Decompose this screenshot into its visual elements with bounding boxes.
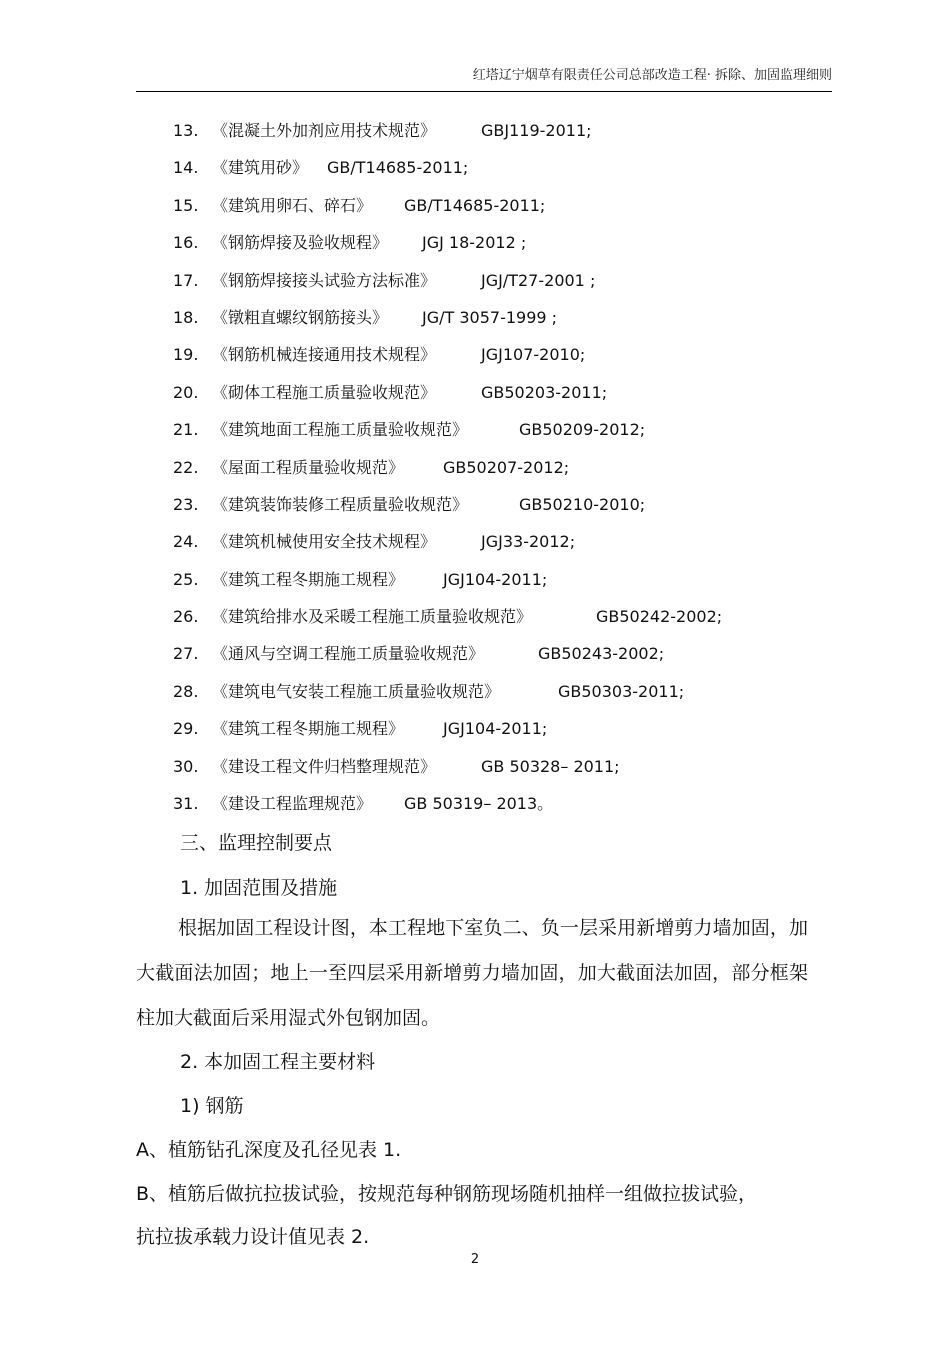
reference-number: 17. bbox=[173, 270, 199, 290]
reference-number: 28. bbox=[173, 681, 199, 701]
reference-number: 13. bbox=[173, 121, 199, 140]
reference-code: GB 50319– 2013。 bbox=[404, 794, 554, 814]
reference-number: 25. bbox=[173, 569, 199, 589]
reference-code: GB50210-2010; bbox=[519, 494, 646, 514]
reference-code: GB50207-2012; bbox=[443, 457, 570, 477]
reference-title: 《建筑工程冬期施工规程》 bbox=[212, 569, 405, 589]
reference-code: GB/T14685-2011; bbox=[404, 195, 546, 215]
reference-item bbox=[0, 486, 950, 523]
section-heading: 三、监理控制要点 bbox=[180, 832, 333, 854]
reference-title: 《建设工程文件归档整理规范》 bbox=[212, 756, 437, 776]
reference-number: 29. bbox=[173, 719, 199, 739]
reference-code: GB50242-2002; bbox=[596, 607, 723, 627]
reference-item bbox=[0, 635, 950, 672]
reference-code: GB 50328– 2011; bbox=[481, 756, 620, 776]
reference-title: 《建筑用卵石、碎石》 bbox=[212, 195, 373, 215]
reference-code: JGJ 18-2012 ; bbox=[422, 233, 527, 253]
reference-item bbox=[0, 598, 950, 635]
reference-number: 19. bbox=[173, 345, 199, 365]
reference-title: 《建筑地面工程施工质量验收规范》 bbox=[212, 420, 469, 440]
reference-title: 《建筑工程冬期施工规程》 bbox=[212, 719, 405, 739]
reference-code: GB50209-2012; bbox=[519, 420, 646, 440]
reference-code: GB50303-2011; bbox=[558, 681, 685, 701]
reference-title: 《镦粗直螺纹钢筋接头》 bbox=[212, 307, 389, 327]
reference-code: JGJ33-2012; bbox=[481, 532, 576, 552]
reference-title: 《建筑机械使用安全技术规程》 bbox=[212, 532, 437, 552]
reference-item bbox=[0, 149, 950, 186]
reference-code: JG/T 3057-1999 ; bbox=[422, 307, 558, 327]
reference-item bbox=[0, 748, 950, 785]
reference-title: 《屋面工程质量验收规范》 bbox=[212, 457, 405, 477]
item-b-line1: B、植筋后做抗拉拔试验，按规范每种钢筋现场随机抽样一组做拉拔试验， bbox=[136, 1183, 758, 1205]
reference-item bbox=[0, 710, 950, 747]
reference-item bbox=[0, 673, 950, 710]
reference-item bbox=[0, 336, 950, 373]
reference-number: 21. bbox=[173, 420, 199, 440]
page-number: 2 bbox=[470, 1252, 480, 1267]
reference-number: 14. bbox=[173, 158, 199, 178]
reference-number: 18. bbox=[173, 307, 199, 327]
reference-item bbox=[0, 374, 950, 411]
reference-title: 《通风与空调工程施工质量验收规范》 bbox=[212, 644, 485, 664]
reference-number: 20. bbox=[173, 382, 199, 402]
reference-code: JGJ104-2011; bbox=[443, 569, 548, 589]
subsection-heading-2: 2. 本加固工程主要材料 bbox=[180, 1051, 376, 1073]
reference-title: 《建筑给排水及采暖工程施工质量验收规范》 bbox=[212, 607, 533, 627]
material-heading: 1) 钢筋 bbox=[180, 1095, 244, 1117]
reference-number: 24. bbox=[173, 532, 199, 552]
reference-item bbox=[0, 262, 950, 299]
reference-list bbox=[0, 112, 950, 822]
reference-item bbox=[0, 411, 950, 448]
reference-code: JGJ104-2011; bbox=[443, 719, 548, 739]
reference-code: GB50203-2011; bbox=[481, 382, 608, 402]
reference-number: 16. bbox=[173, 233, 199, 253]
body-paragraph: 根据加固工程设计图，本工程地下室负二、负一层采用新增剪力墙加固，加大截面法加固；地上一至四层采用新增剪力墙加固，加大截面法加固，部分框架柱加大截面后采用湿式外包钢加固。 bbox=[136, 917, 808, 1029]
reference-title: 《混凝土外加剂应用技术规范》 bbox=[212, 121, 437, 140]
reference-item bbox=[0, 523, 950, 560]
reference-number: 23. bbox=[173, 494, 199, 514]
reference-number: 30. bbox=[173, 756, 199, 776]
reference-title: 《钢筋焊接及验收规程》 bbox=[212, 233, 389, 253]
running-header: 红塔辽宁烟草有限责任公司总部改造工程· 拆除、加固监理细则 bbox=[472, 68, 832, 83]
reference-number: 27. bbox=[173, 644, 199, 664]
reference-title: 《钢筋焊接接头试验方法标准》 bbox=[212, 270, 437, 290]
reference-item bbox=[0, 224, 950, 261]
reference-code: JGJ107-2010; bbox=[481, 345, 586, 365]
reference-number: 15. bbox=[173, 195, 199, 215]
reference-title: 《砌体工程施工质量验收规范》 bbox=[212, 382, 437, 402]
item-a: A、植筋钻孔深度及孔径见表 1. bbox=[136, 1139, 402, 1161]
reference-title: 《建筑装饰装修工程质量验收规范》 bbox=[212, 494, 469, 514]
reference-number: 26. bbox=[173, 607, 199, 627]
header-rule bbox=[136, 91, 832, 92]
reference-title: 《建筑用砂》 bbox=[212, 158, 309, 178]
reference-item bbox=[0, 299, 950, 336]
reference-title: 《建设工程监理规范》 bbox=[212, 794, 373, 814]
reference-item bbox=[0, 449, 950, 486]
reference-item bbox=[0, 785, 950, 822]
reference-code: JGJ/T27-2001 ; bbox=[481, 270, 596, 290]
reference-number: 31. bbox=[173, 794, 199, 814]
reference-code: GB/T14685-2011; bbox=[327, 158, 469, 178]
reference-item bbox=[0, 187, 950, 224]
reference-title: 《钢筋机械连接通用技术规程》 bbox=[212, 345, 437, 365]
reference-item bbox=[0, 112, 950, 149]
item-b-line2: 抗拉拔承载力设计值见表 2. bbox=[136, 1226, 370, 1248]
reference-number: 22. bbox=[173, 457, 199, 477]
reference-title: 《建筑电气安装工程施工质量验收规范》 bbox=[212, 681, 501, 701]
reference-item bbox=[0, 561, 950, 598]
reference-code: GB50243-2002; bbox=[538, 644, 665, 664]
reference-code: GBJ119-2011; bbox=[481, 121, 592, 140]
subsection-heading-1: 1. 加固范围及措施 bbox=[180, 877, 338, 899]
